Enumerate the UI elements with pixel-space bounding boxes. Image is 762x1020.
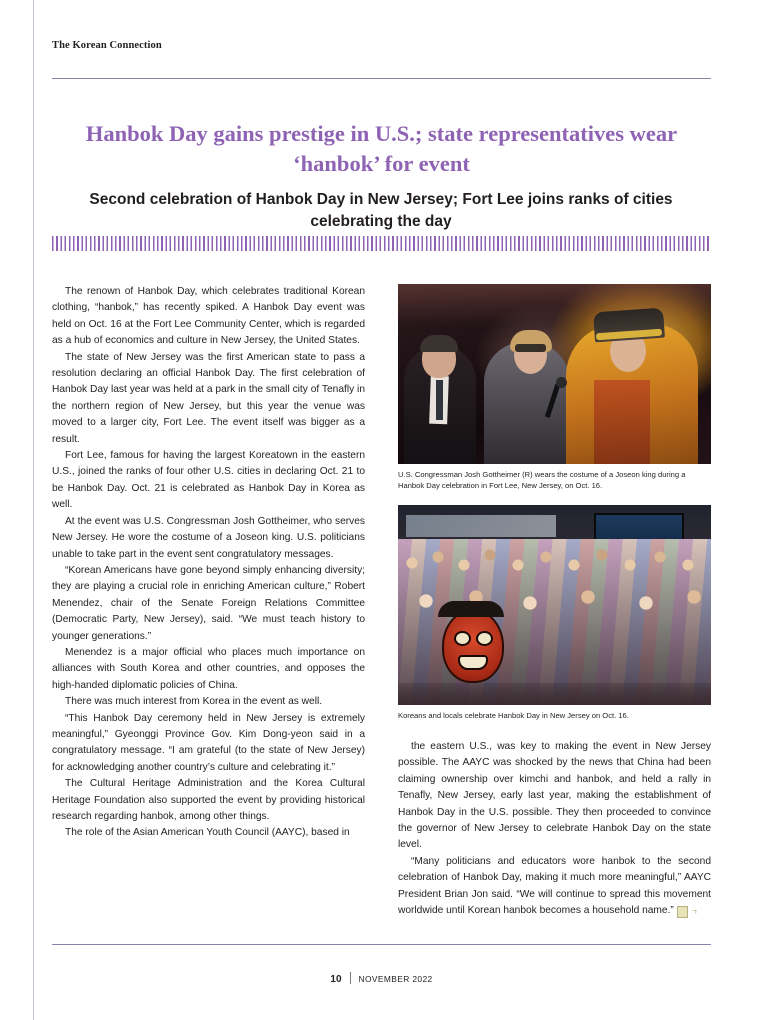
crowd-of-attendees bbox=[398, 539, 711, 705]
paragraph: The Cultural Heritage Administration and the Korea Cultural Heritage Foundation also supported the event by providing historical research regarding hanbok, among other things. bbox=[52, 778, 365, 822]
traditional-mask bbox=[442, 609, 504, 683]
paragraph: There was much interest from Korea in the event as well. bbox=[65, 696, 323, 708]
figure-caption: U.S. Congressman Josh Gottheimer (R) wears the costume of a Joseon king during a Hanbok Day celebration in Fort Lee, New Jersey, on Oct. 16. bbox=[398, 470, 686, 490]
paragraph bbox=[398, 854, 711, 920]
event-banner bbox=[406, 515, 556, 537]
paragraph: The role of the Asian American Youth Council (AAYC), based in bbox=[65, 827, 350, 839]
paragraph: The state of New Jersey was the first American state to pass a resolution declaring an official Hanbok Day. The first celebration of Hanbok Day last year was held at a park in the small city of Tenafly in the northern region of New Jersey, but this year the venue was moved to a larger city, Fort Lee. The event itself was bigger as a result. bbox=[52, 351, 365, 445]
paragraph: Menendez is a major official who places much importance on alliances with South Korea and other countries, and opposes the high-handed diplomatic policies of China. bbox=[52, 646, 365, 691]
article-body bbox=[52, 284, 711, 924]
issue-date: NOVEMBER 2022 bbox=[358, 974, 433, 984]
page-number: 10 bbox=[330, 974, 342, 985]
paragraph: “Korean Americans have gone beyond simply enhancing diversity; they are playing a crucial role in enriching American culture,” Robert Menendez, chair of the Senate Foreign Relations Committee (Democratic Party, New Jersey), said. “We must teach history to younger generations.” bbox=[52, 564, 365, 642]
left-margin-rule bbox=[33, 0, 34, 1020]
left-column bbox=[52, 284, 365, 842]
microphone-icon bbox=[556, 377, 567, 388]
column-spacer bbox=[398, 721, 711, 739]
person-left-hair bbox=[420, 335, 458, 352]
sunglasses-icon bbox=[515, 344, 546, 352]
paragraph: “This Hanbok Day ceremony held in New Jersey is extremely meaningful,” Gyeonggi Province Gov. Kim Dong-yeon said in a congratulatory message. “I am grateful (to the state of New Jersey) for acknowledging another country’s culture and celebrating it.” bbox=[52, 712, 365, 773]
footer-separator bbox=[350, 972, 351, 984]
paragraph-text: “Many politicians and educators wore hanbok to the second celebration of Hanbok Day, making it much more meaningful,” AAYC President Brian Jon said. “We will continue to spread this movement worldwide until Korean hanbok becomes a household name.” bbox=[398, 855, 711, 917]
mask-left-eye bbox=[454, 631, 471, 646]
mask-mouth bbox=[458, 655, 488, 670]
mask-headpiece bbox=[438, 601, 504, 617]
stage-light bbox=[398, 284, 711, 326]
congressman-photo bbox=[398, 284, 711, 464]
paragraph: the eastern U.S., was key to making the event in New Jersey possible. The AAYC was shocked by the news that China had been claiming ownership over kimchi and hanbok, and held a rally in Tenafly, New Jersey, early last year, making the establishment of Hanbok Day in the U.S. possible. They then proceeded to convince the governor of New Jersey to celebrate Hanbok Day on the state level. bbox=[398, 741, 711, 851]
crowd-photo bbox=[398, 505, 711, 705]
running-header: The Korean Connection bbox=[52, 40, 162, 51]
end-mark: ㄱ bbox=[677, 906, 688, 918]
floor-area bbox=[398, 683, 711, 705]
article-subhead: Second celebration of Hanbok Day in New Jersey; Fort Lee joins ranks of cities celebrating the day bbox=[89, 190, 673, 230]
page-footer bbox=[52, 972, 711, 985]
figure-caption: Koreans and locals celebrate Hanbok Day in New Jersey on Oct. 16. bbox=[398, 711, 629, 720]
page-title: Hanbok Day gains prestige in U.S.; state representatives wear ‘hanbok’ for event bbox=[85, 121, 678, 176]
robe-sash bbox=[594, 380, 650, 464]
footer-divider bbox=[52, 944, 711, 945]
paragraph: The renown of Hanbok Day, which celebrates traditional Korean clothing, “hanbok,” has recently spiked. A Hanbok Day event was held on Oct. 16 at the Fort Lee Community Center, which is regarded as a hub of economics and culture in New Jersey, the United States. bbox=[52, 286, 365, 347]
header-divider bbox=[52, 78, 711, 79]
decorative-hatch-bar bbox=[52, 236, 711, 251]
mask-right-eye bbox=[476, 631, 493, 646]
right-column bbox=[398, 284, 711, 919]
paragraph: Fort Lee, famous for having the largest Koreatown in the eastern U.S., joined the ranks of four other U.S. cities in declaring Oct. 21 to be Hanbok Day. Oct. 21 is celebrated as Hanbok Day in Korea as well. bbox=[52, 450, 365, 511]
person-left-tie bbox=[436, 380, 443, 420]
figure-congressman bbox=[398, 284, 711, 491]
figure-crowd bbox=[398, 505, 711, 721]
paragraph: At the event was U.S. Congressman Josh Gottheimer, who serves New Jersey. He wore the costume of a Joseon king. U.S. politicians unable to take part in the event sent congratulatory messages. bbox=[52, 515, 365, 560]
